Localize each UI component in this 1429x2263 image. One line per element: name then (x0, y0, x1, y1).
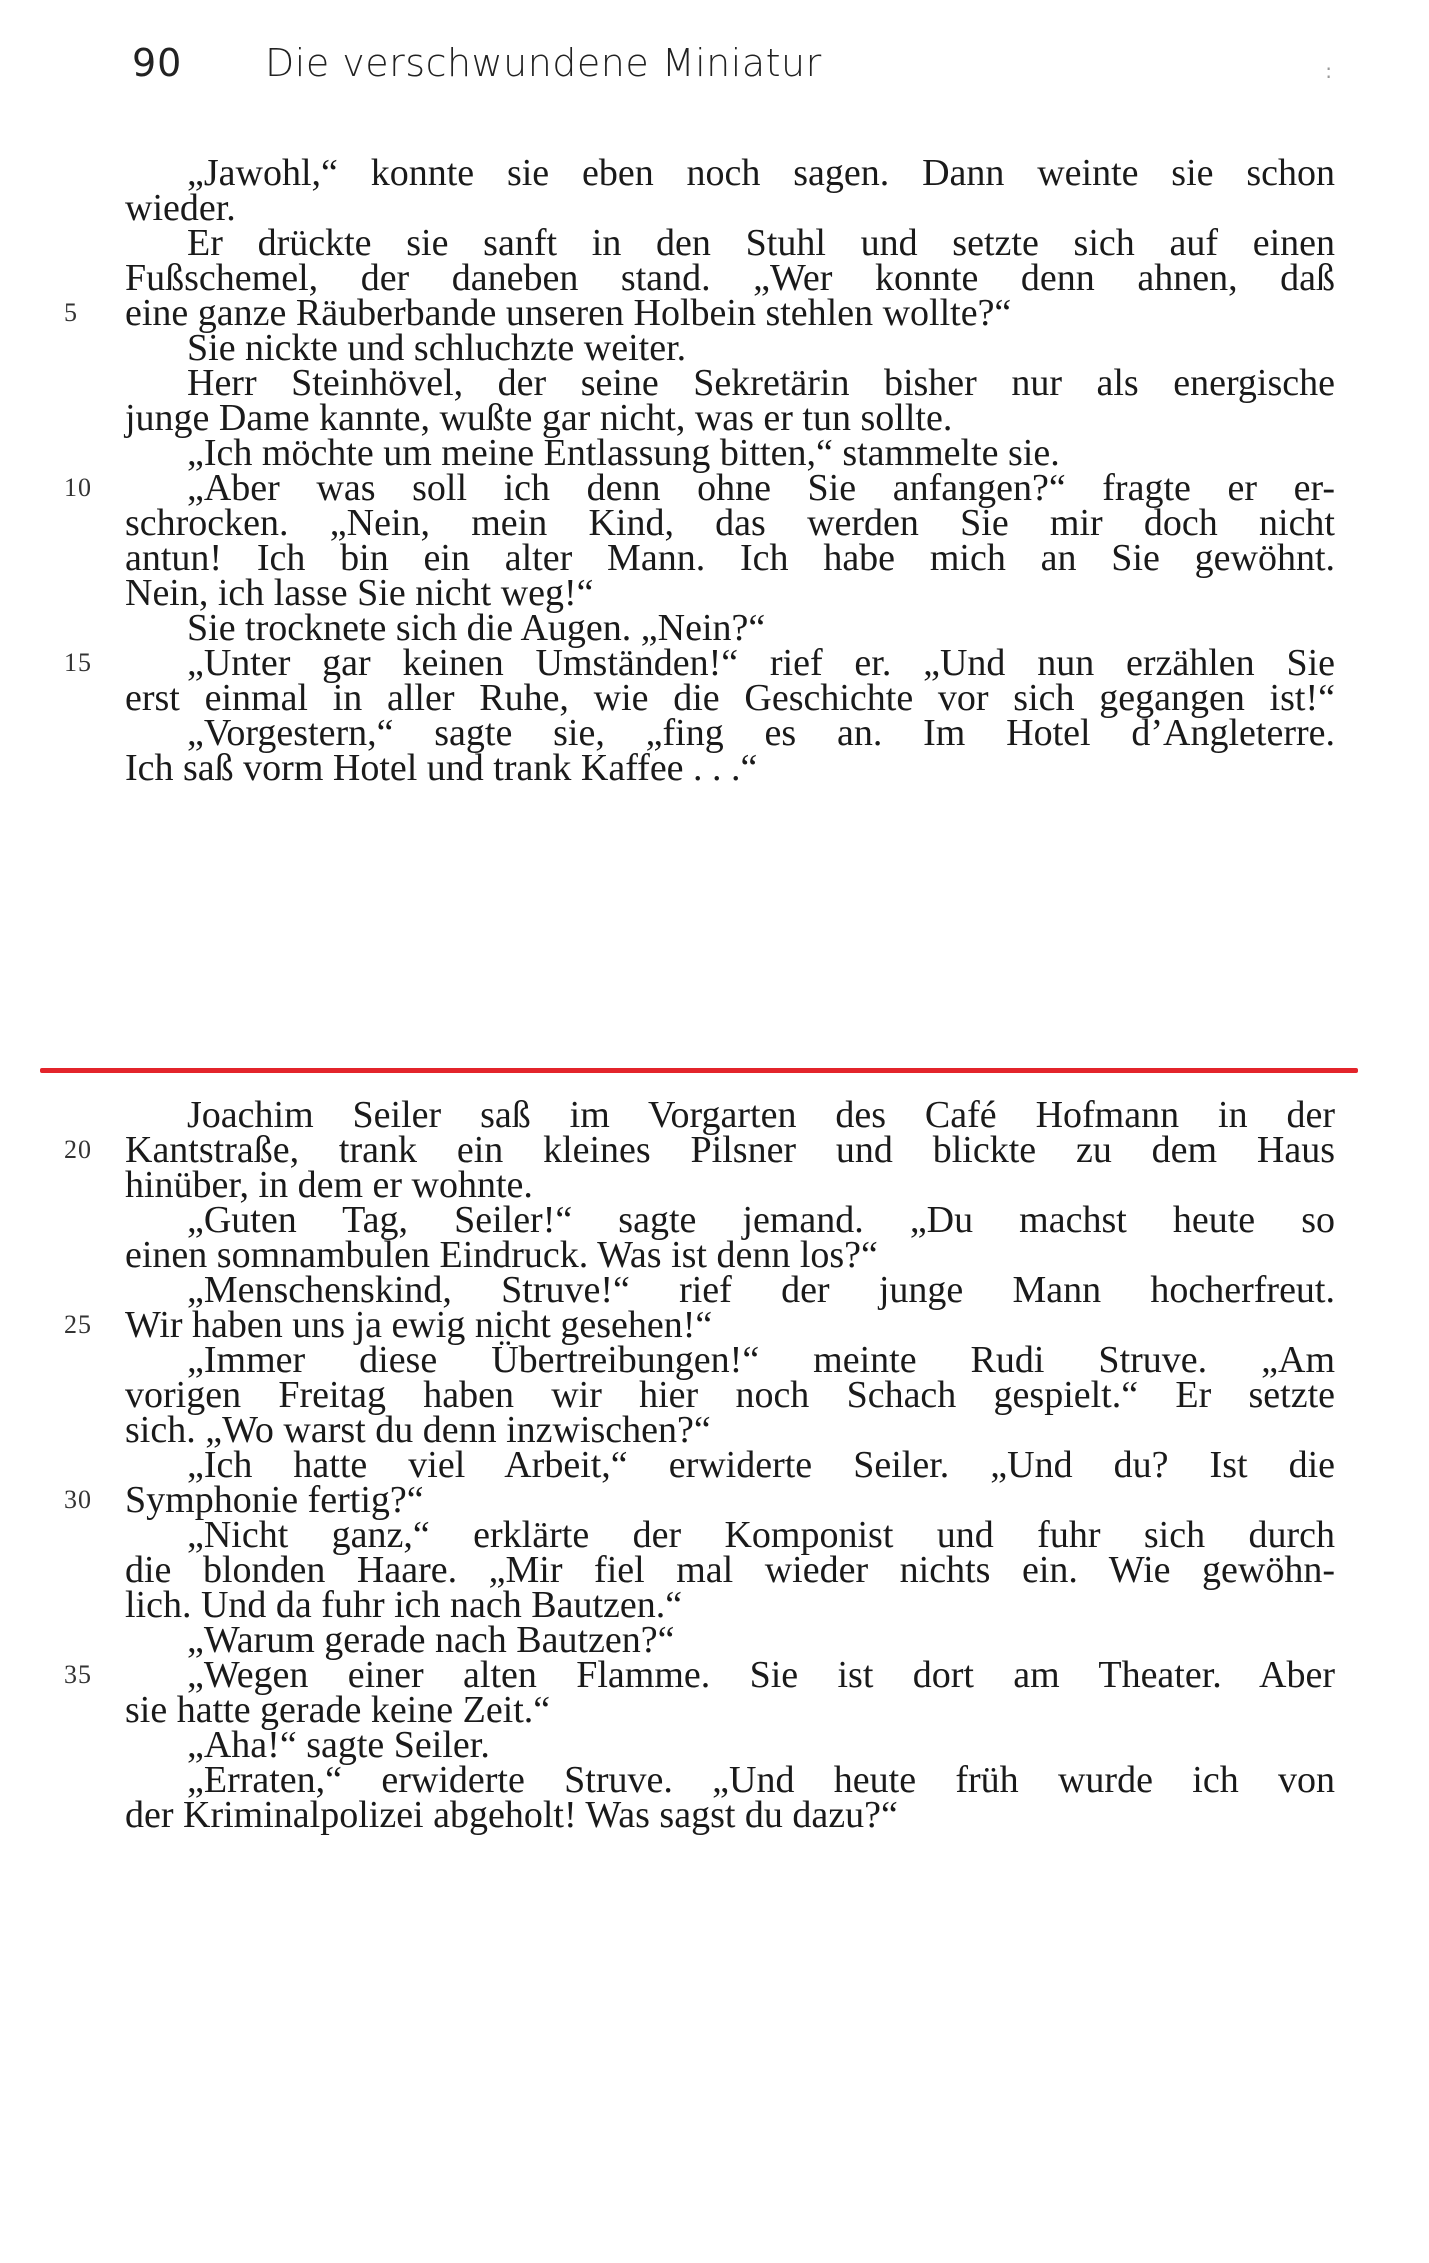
line-number: 10 (64, 473, 92, 502)
text-line: einen somnambulen Eindruck. Was ist denn los?“ (125, 1234, 878, 1276)
text-line: „Guten Tag, Seiler!“ sagte jemand. „Du machst heute so (187, 1199, 1335, 1241)
text-line: Wir haben uns ja ewig nicht gesehen!“ (125, 1304, 713, 1346)
text-line: eine ganze Räuberbande unseren Holbein stehlen wollte?“ (125, 292, 1012, 334)
text-line: hinüber, in dem er wohnte. (125, 1164, 533, 1206)
text-line: antun! Ich bin ein alter Mann. Ich habe mich an Sie gewöhnt. (125, 537, 1335, 579)
text-line: „Unter gar keinen Umständen!“ rief er. „Und nun erzählen Sie (187, 642, 1335, 684)
text-line: „Wegen einer alten Flamme. Sie ist dort am Theater. Aber (187, 1654, 1335, 1696)
text-line: erst einmal in aller Ruhe, wie die Geschichte vor sich gegangen ist!“ (125, 677, 1335, 719)
text-line: „Jawohl,“ konnte sie eben noch sagen. Dann weinte sie schon (187, 152, 1335, 194)
book-title: Die verschwundene Miniatur (265, 41, 822, 85)
text-line: „Ich möchte um meine Entlassung bitten,“ stammelte sie. (187, 432, 1060, 474)
text-line: wieder. (125, 187, 236, 229)
text-line: „Erraten,“ erwiderte Struve. „Und heute früh wurde ich von (187, 1759, 1335, 1801)
text-line: der Kriminalpolizei abgeholt! Was sagst du dazu?“ (125, 1794, 898, 1836)
text-line: sie hatte gerade keine Zeit.“ (125, 1689, 551, 1731)
text-line: junge Dame kannte, wußte gar nicht, was er tun sollte. (125, 397, 953, 439)
line-number: 35 (64, 1660, 92, 1689)
text-line: Joachim Seiler saß im Vorgarten des Café Hofmann in der (187, 1094, 1335, 1136)
text-line: „Aber was soll ich denn ohne Sie anfangen?“ fragte er er- (187, 467, 1335, 509)
text-line: Nein, ich lasse Sie nicht weg!“ (125, 572, 594, 614)
line-number: 15 (64, 648, 92, 677)
text-line: Symphonie fertig?“ (125, 1479, 424, 1521)
text-line: sich. „Wo warst du denn inzwischen?“ (125, 1409, 711, 1451)
text-line: „Vorgestern,“ sagte sie, „fing es an. Im Hotel d’Angleterre. (187, 712, 1335, 754)
line-number: 5 (64, 298, 78, 327)
text-line: Sie nickte und schluchzte weiter. (187, 327, 687, 369)
text-line: „Nicht ganz,“ erklärte der Komponist und fuhr sich durch (187, 1514, 1335, 1556)
line-number: 25 (64, 1310, 92, 1339)
header-mark: : (1325, 59, 1332, 83)
text-line: Fußschemel, der daneben stand. „Wer konnte denn ahnen, daß (125, 257, 1335, 299)
text-line: die blonden Haare. „Mir fiel mal wieder nichts ein. Wie gewöhn- (125, 1549, 1335, 1591)
running-head (132, 38, 1342, 88)
section-separator-line (40, 1068, 1358, 1073)
page-number: 90 (132, 41, 183, 85)
text-line: vorigen Freitag haben wir hier noch Schach gespielt.“ Er setzte (125, 1374, 1335, 1416)
text-line: Herr Steinhövel, der seine Sekretärin bisher nur als energische (187, 362, 1335, 404)
text-line: „Ich hatte viel Arbeit,“ erwiderte Seiler. „Und du? Ist die (187, 1444, 1335, 1486)
text-line: „Immer diese Übertreibungen!“ meinte Rudi Struve. „Am (187, 1339, 1335, 1381)
text-line: „Warum gerade nach Bautzen?“ (187, 1619, 675, 1661)
text-line: „Aha!“ sagte Seiler. (187, 1724, 490, 1766)
text-line: „Menschenskind, Struve!“ rief der junge Mann hocherfreut. (187, 1269, 1335, 1311)
line-number: 30 (64, 1485, 92, 1514)
text-line: Er drückte sie sanft in den Stuhl und setzte sich auf einen (187, 222, 1335, 264)
text-line: Kantstraße, trank ein kleines Pilsner und blickte zu dem Haus (125, 1129, 1335, 1171)
line-number: 20 (64, 1135, 92, 1164)
text-line: Ich saß vorm Hotel und trank Kaffee . . .“ (125, 747, 758, 789)
text-line: lich. Und da fuhr ich nach Bautzen.“ (125, 1584, 683, 1626)
text-line: Sie trocknete sich die Augen. „Nein?“ (187, 607, 766, 649)
text-line: schrocken. „Nein, mein Kind, das werden Sie mir doch nicht (125, 502, 1335, 544)
